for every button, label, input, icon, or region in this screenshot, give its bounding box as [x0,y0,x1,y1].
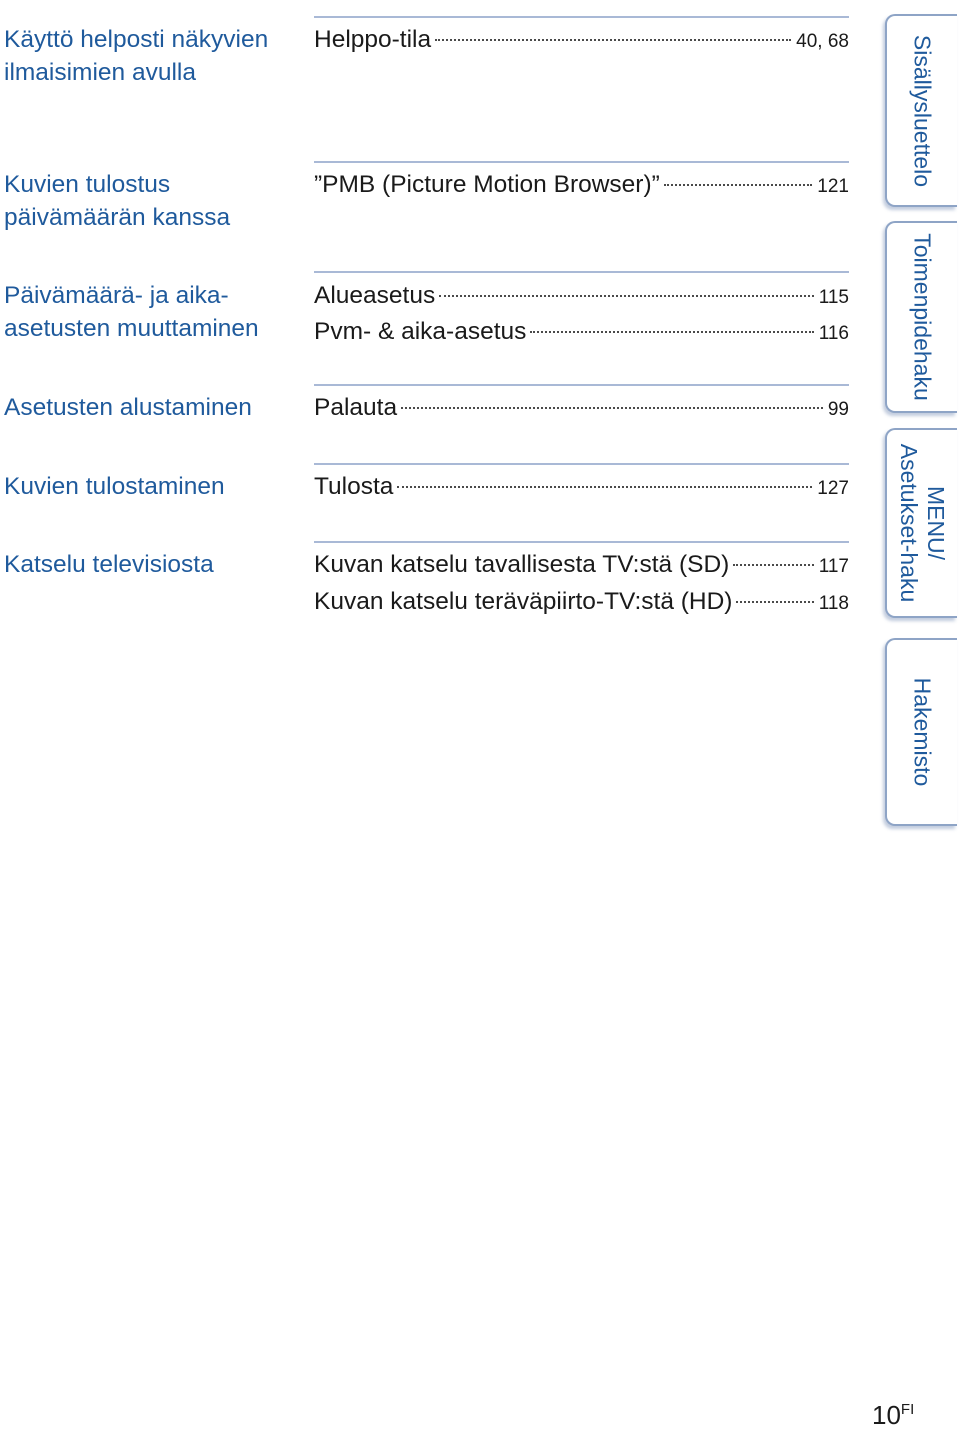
tab-label: Hakemisto [909,677,936,787]
tab-label-line: MENU/ [923,485,949,561]
tab-label: Sisällysluettelo [909,34,936,187]
section-title: Kuvien tulostaminen [4,473,225,500]
tab-label: Toimenpidehaku [909,233,936,401]
entry-text: Pvm- & aika-asetus [314,318,527,345]
section-rule [314,384,849,386]
section-rule [314,16,849,18]
tab-label [895,444,949,603]
toc-entry[interactable] [314,391,849,424]
entry-page: 40, 68 [796,31,849,52]
dot-leader [397,486,812,488]
dot-leader [439,295,813,297]
section-title-line: Päivämäärä- ja aika- [4,282,229,309]
dot-leader [733,564,813,566]
entry-page: 118 [818,593,849,614]
tab-operation-search[interactable] [885,221,957,413]
entry-page: 116 [818,323,849,344]
toc-entry[interactable] [314,168,849,201]
entry-page: 115 [818,287,849,308]
toc-entry[interactable] [314,585,849,618]
page-number-suffix: FI [900,1401,915,1418]
entry-text: Palauta [314,394,398,421]
section-title: Asetusten alustaminen [4,394,252,421]
entry-page: 121 [817,176,849,197]
section-title: Katselu televisiosta [4,551,214,578]
tab-table-of-contents[interactable] [885,14,957,207]
page-number-value: 10 [872,1400,901,1430]
section-rule [314,463,849,465]
entry-text: Helppo-tila [314,26,432,53]
entry-text: ”PMB (Picture Motion Browser)” [314,171,660,198]
page-number [872,1400,914,1431]
tab-menu-settings-search[interactable] [885,428,957,618]
section-title: Käyttö helposti näkyvien ilmaisimien avulla [4,26,269,86]
dot-leader [664,184,813,186]
section-rule [314,541,849,543]
entry-page: 127 [817,478,849,499]
dot-leader [736,601,813,603]
section-rule [314,271,849,273]
section-title-line: asetusten muuttaminen [4,315,259,342]
toc-entry[interactable] [314,23,849,56]
tab-index[interactable] [885,638,957,826]
toc-entry[interactable] [314,279,849,312]
entry-page: 117 [818,556,849,577]
entry-text: Alueasetus [314,282,436,309]
toc-entry[interactable] [314,548,849,581]
entry-text: Kuvan katselu teräväpiirto-TV:stä (HD) [314,588,733,615]
toc-entry[interactable] [314,315,849,348]
tab-label-line: Asetukset-haku [896,443,922,603]
entry-page: 99 [827,399,849,420]
dot-leader [401,407,823,409]
dot-leader [435,39,791,41]
entry-text: Kuvan katselu tavallisesta TV:stä (SD) [314,551,730,578]
toc-entry[interactable] [314,470,849,503]
section-rule [314,161,849,163]
section-title: Kuvien tulostus päivämäärän kanssa [4,171,231,231]
section-title [4,279,314,345]
entry-text: Tulosta [314,473,394,500]
dot-leader [530,331,813,333]
